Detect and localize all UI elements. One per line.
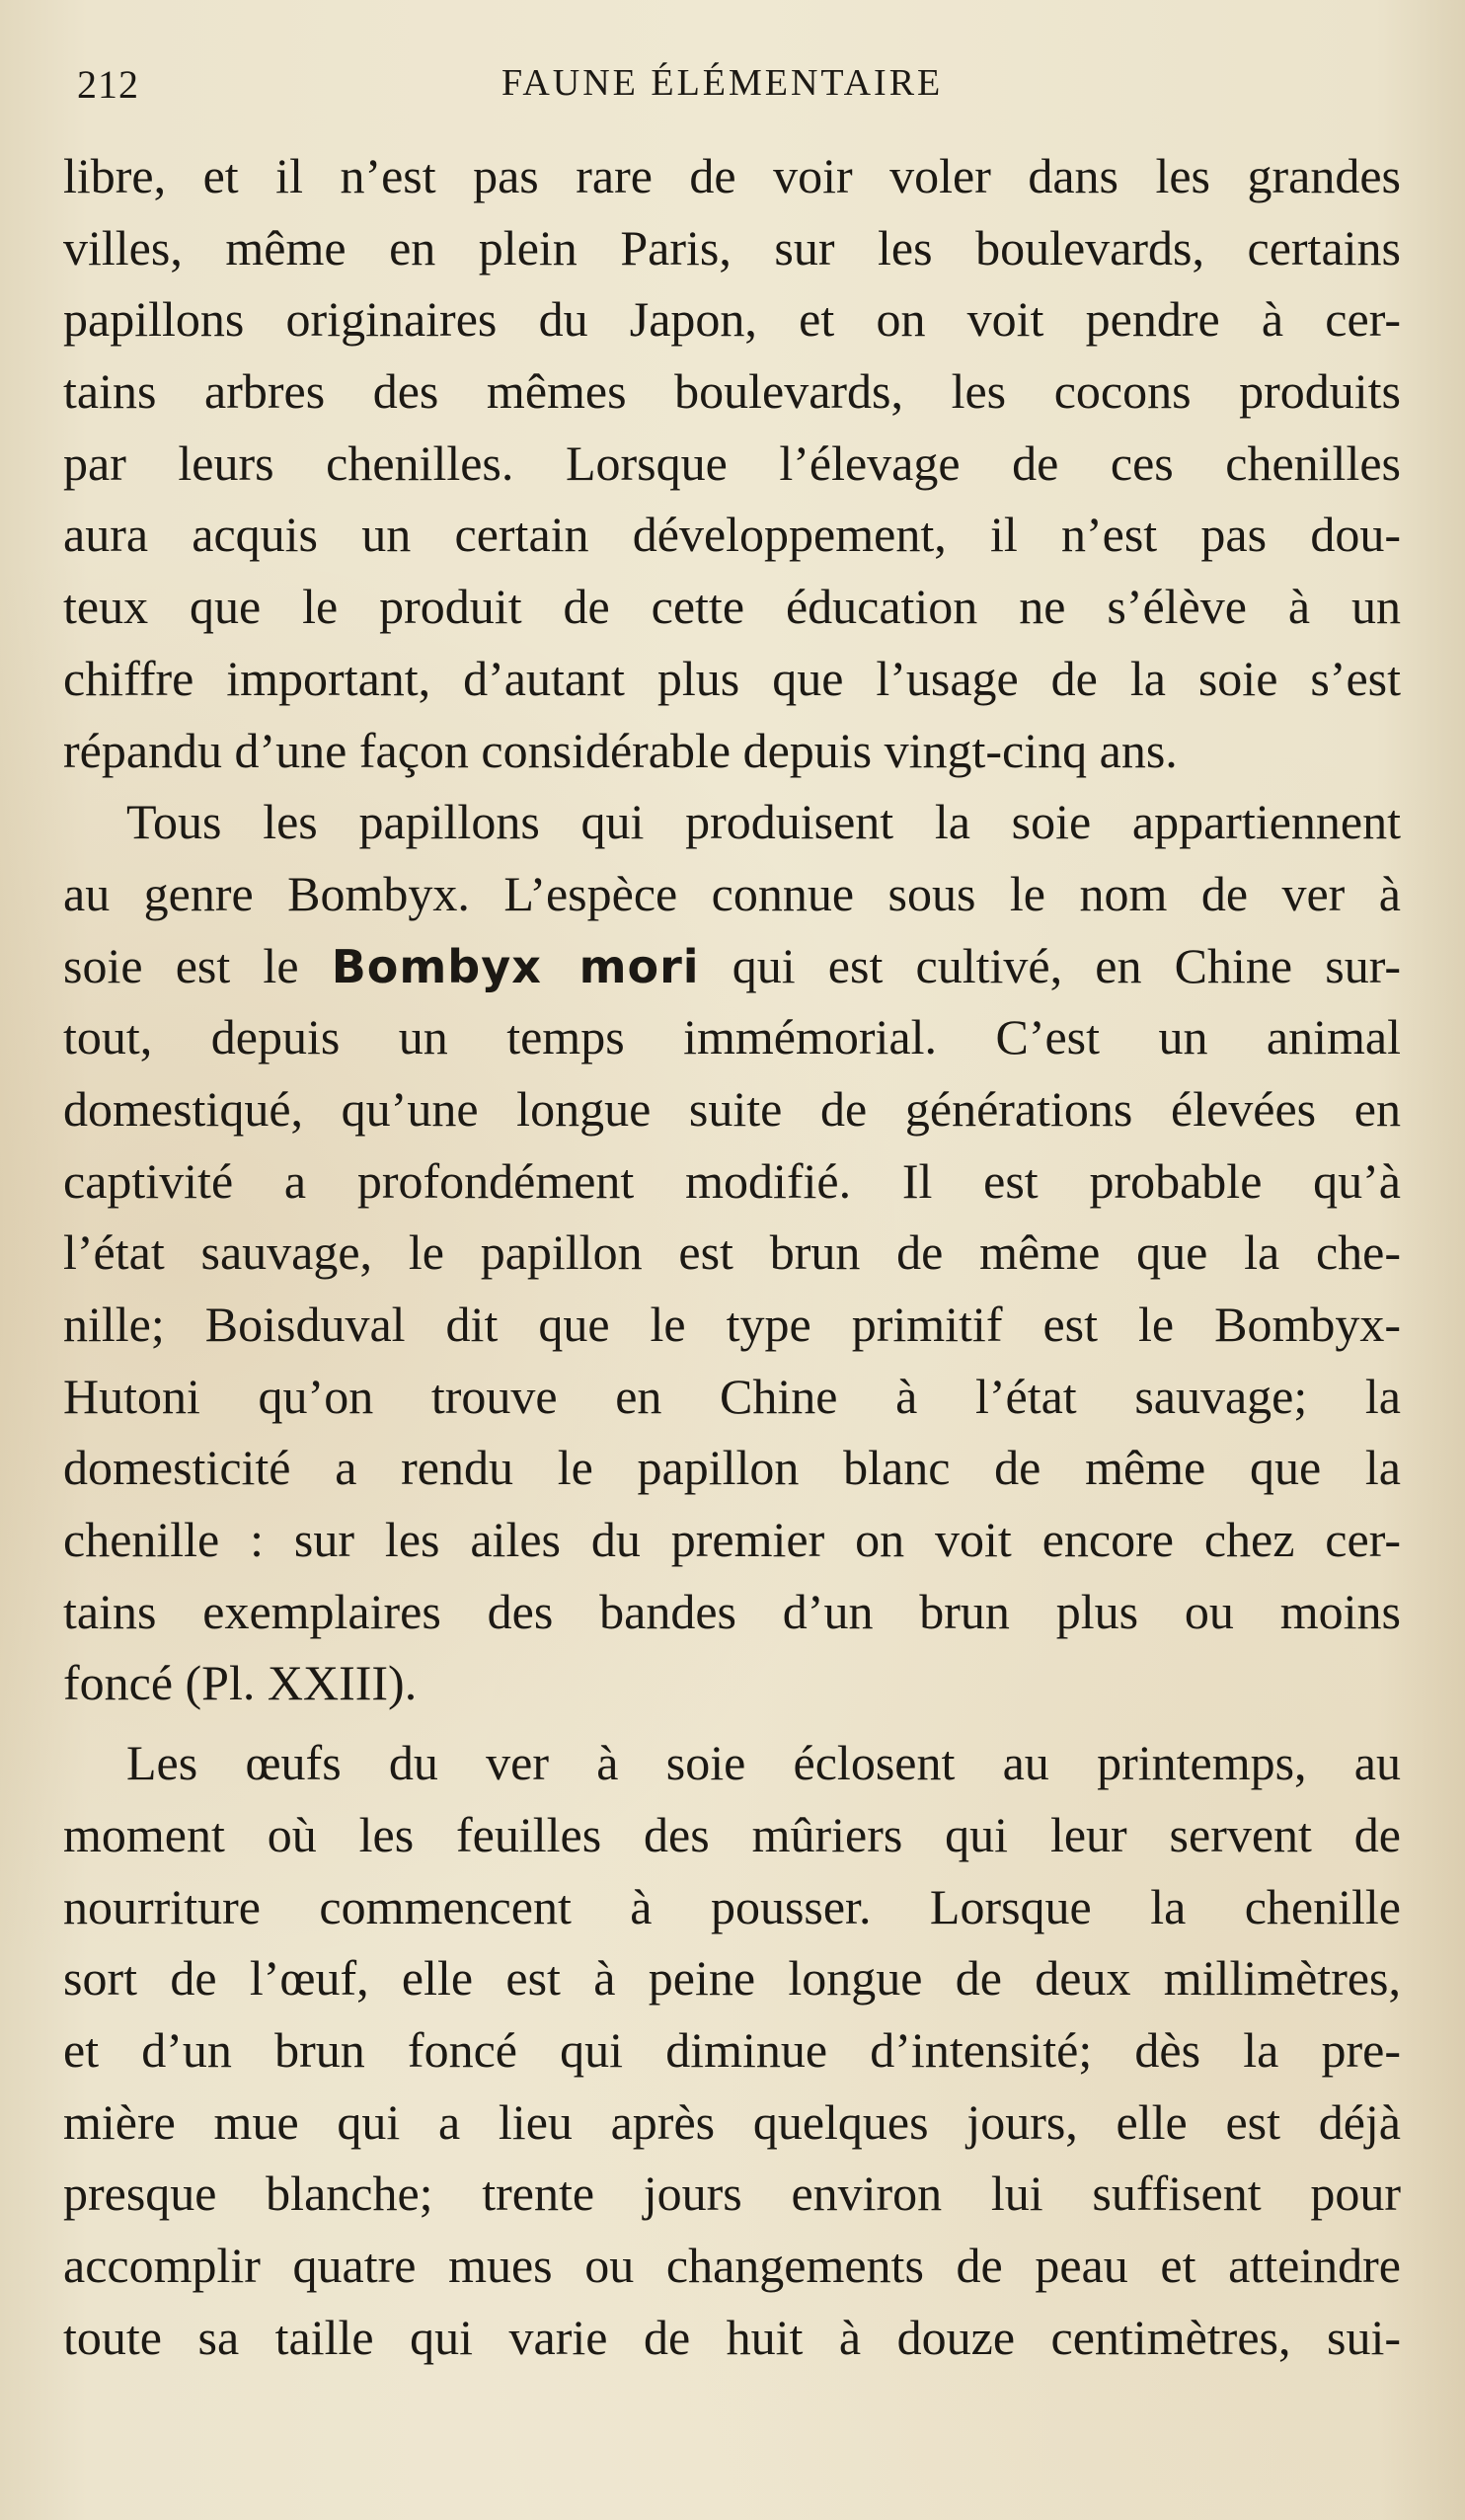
text-line: Hutoni qu’on trouve en Chine à l’état sauvage; la: [63, 1368, 1401, 1424]
text-line: domestiqué, qu’une longue suite de générations élevées en: [63, 1080, 1401, 1137]
body-text: [63, 140, 1401, 2373]
text-line: au genre Bombyx. L’espèce connue sous le nom de ver à: [63, 865, 1401, 921]
paragraph: [63, 1727, 1401, 2373]
text-line: tout, depuis un temps immémorial. C’est un animal: [63, 1009, 1401, 1065]
running-title: FAUNE ÉLÉMENTAIRE: [501, 62, 944, 104]
text-line: chenille : sur les ailes du premier on voit encore chez cer-: [63, 1512, 1401, 1568]
text-line: et d’un brun foncé qui diminue d’intensité; dès la pre-: [63, 2021, 1401, 2078]
text-line: Les œufs du ver à soie éclosent au printemps, au: [126, 1735, 1401, 1791]
text-line: aura acquis un certain développement, il n’est pas dou-: [63, 507, 1401, 563]
text-line: toute sa taille qui varie de huit à douze centimètres, sui-: [63, 2309, 1401, 2365]
text-line: Tous les papillons qui produisent la soie appartiennent: [126, 794, 1401, 850]
paragraph-gap: [63, 1719, 1401, 1727]
text-line: villes, même en plein Paris, sur les boulevards, certains: [63, 219, 1401, 276]
text-line-with-bold: [63, 930, 1401, 1002]
text-line: tains exemplaires des bandes d’un brun plus ou moins: [63, 1583, 1401, 1639]
text-line: libre, et il n’est pas rare de voir voler dans les grandes: [63, 148, 1401, 203]
text-line: chiffre important, d’autant plus que l’usage de la soie s’est: [63, 650, 1401, 706]
text-line: tains arbres des mêmes boulevards, les cocons produits: [63, 363, 1401, 420]
text-line: sort de l’œuf, elle est à peine longue de deux millimètres,: [63, 1950, 1401, 2007]
species-name-bold: Bombyx mori: [331, 939, 700, 993]
paragraph: [63, 140, 1401, 786]
text-line: foncé (Pl. XXIII).: [63, 1655, 418, 1711]
text-line: teux que le produit de cette éducation ne s’élève à un: [63, 579, 1401, 635]
text-line: papillons originaires du Japon, et on voit pendre à cer-: [63, 291, 1401, 348]
text-line: répandu d’une façon considérable depuis vingt-cinq ans.: [63, 722, 1178, 778]
page-number: 212: [77, 62, 139, 107]
text-line: captivité a profondément modifié. Il est probable qu’à: [63, 1152, 1401, 1209]
text-line: accomplir quatre mues ou changements de peau et atteindre: [63, 2237, 1401, 2293]
text-line: presque blanche; trente jours environ lui suffisent pour: [63, 2166, 1401, 2222]
text-line: mière mue qui a lieu après quelques jours, elle est déjà: [63, 2093, 1401, 2150]
text-line: l’état sauvage, le papillon est brun de même que la che-: [63, 1224, 1401, 1281]
page-header: [77, 61, 1410, 120]
paragraph: [63, 786, 1401, 1719]
text-line: nille; Boisduval dit que le type primitif est le Bombyx-: [63, 1297, 1401, 1352]
text-line: par leurs chenilles. Lorsque l’élevage de ces chenilles: [63, 434, 1401, 491]
text-line: moment où les feuilles des mûriers qui leur servent de: [63, 1806, 1401, 1862]
text-segment: soie est le: [63, 937, 332, 993]
text-line: domesticité a rendu le papillon blanc de même que la: [63, 1440, 1401, 1496]
text-segment: qui est cultivé, en Chine sur-: [699, 937, 1401, 993]
text-line: nourriture commencent à pousser. Lorsque la chenille: [63, 1878, 1401, 1934]
